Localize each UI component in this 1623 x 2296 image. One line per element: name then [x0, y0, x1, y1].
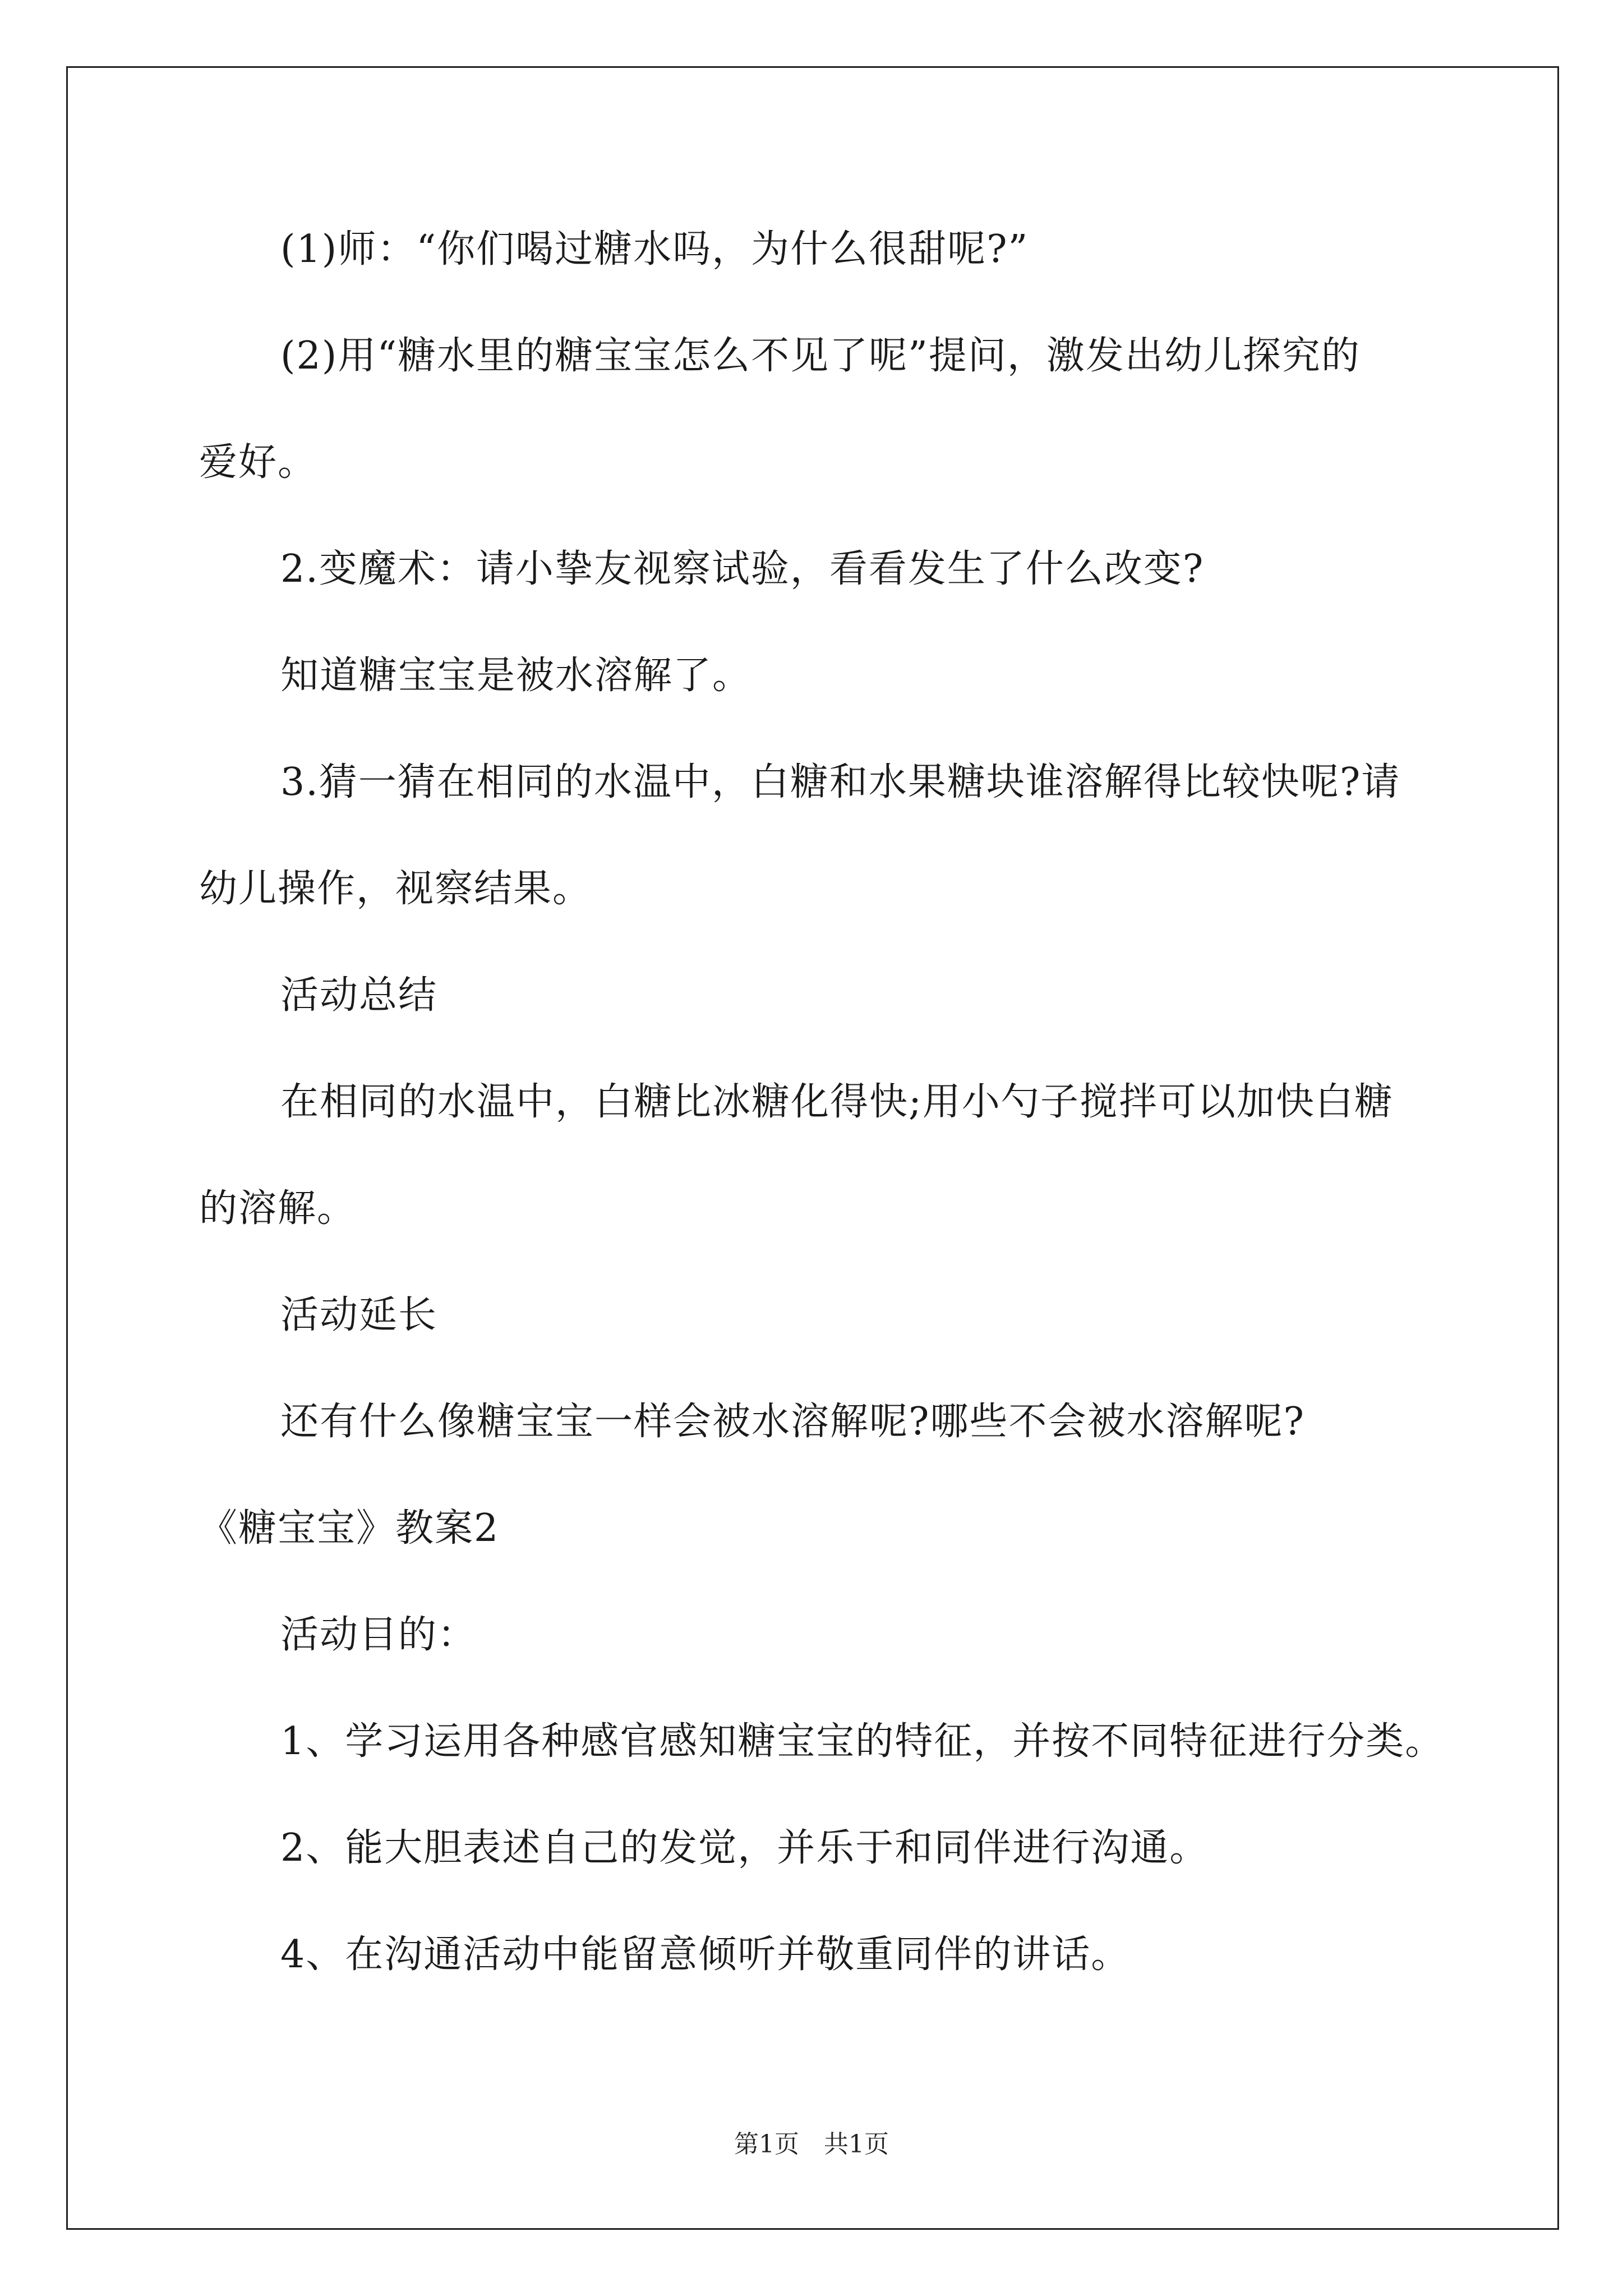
paragraph-line: 3.猜一猜在相同的水温中，白糖和水果糖块谁溶解得比较快呢?请 [280, 760, 1401, 804]
section-heading: 活动延长 [280, 1293, 438, 1337]
document-title: 《糖宝宝》教案2 [199, 1506, 500, 1550]
paragraph-line: 知道糖宝宝是被水溶解了。 [280, 654, 752, 698]
section-heading: 活动总结 [280, 973, 438, 1018]
section-heading: 活动目的： [280, 1613, 477, 1657]
paragraph-line: 幼儿操作，视察结果。 [199, 867, 592, 911]
paragraph-line: 2.变魔术：请小挚友视察试验，看看发生了什么改变? [280, 547, 1205, 591]
list-item: 2、能大胆表述自己的发觉，并乐于和同伴进行沟通。 [280, 1826, 1209, 1870]
paragraph-line: 爱好。 [199, 440, 317, 485]
list-item: 1、学习运用各种感官感知糖宝宝的特征，并按不同特征进行分类。 [280, 1719, 1445, 1764]
paragraph-line: (1)师：“你们喝过糖水吗，为什么很甜呢?” [280, 227, 1029, 272]
paragraph-line: 还有什么像糖宝宝一样会被水溶解呢?哪些不会被水溶解呢? [280, 1400, 1305, 1444]
page-number-footer: 第1页 共1页 [734, 2130, 889, 2159]
page-border [66, 66, 1559, 2230]
list-item: 4、在沟通活动中能留意倾听并敬重同伴的讲话。 [280, 1932, 1131, 1977]
paragraph-line: (2)用“糖水里的糖宝宝怎么不见了呢”提问，激发出幼儿探究的 [280, 334, 1361, 378]
paragraph-line: 在相同的水温中，白糖比冰糖化得快;用小勺子搅拌可以加快白糖 [280, 1080, 1394, 1124]
paragraph-line: 的溶解。 [199, 1186, 357, 1231]
